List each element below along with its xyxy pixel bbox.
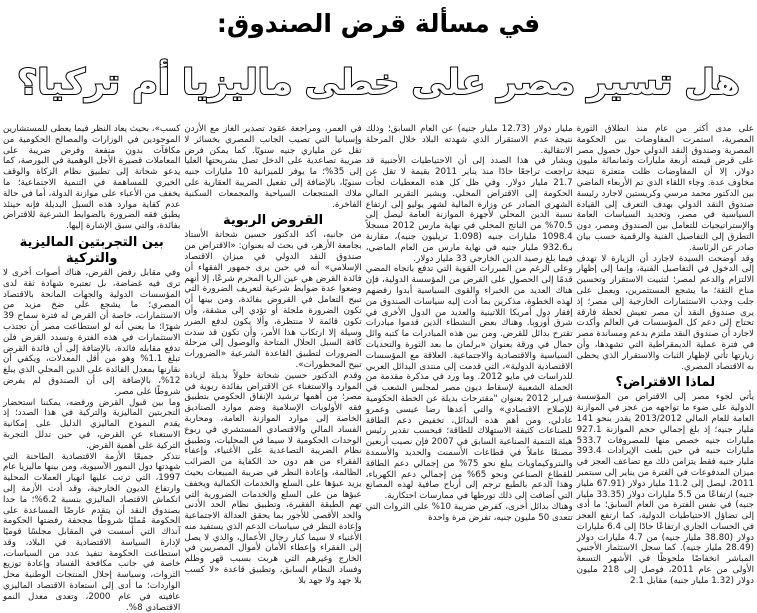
paragraph: مليار دولار (12.73 مليار جنيه) عن العام السابق؛ وذلك نتيجة عدم الاستقرار الذي شهدته البلاد خلال المرحلة الانتقالية. [365,124,573,156]
paragraph: وقد أوضحت السيدة لاجارد أن الزيارة لا تهدف إلى الدخول في التفاصيل الفنية، وإنما إلى إظهار الالتزام والدعم لمصر؛ لتثبيت الاستقرار وتحسين مناخ الثقة؛ ما يشجع المستثمرين، ويعمل على جلب وجذب الاستثمارات الخارجية إلى مصر؛ إذ يرى صندوق النقد أن مصر تعيش لحظة فارقة تحتاج إلى دعم كل المؤسسات في العالم وأكدت لاجارد أن صندوق النقد ملتزم بدعم ومساندة مصر في فترة عملية الديمقراطية التي تشهدها، وأن زيارتها تأتي لإظهار الثبات والاستقرار الذي يحظى به الاقتصاد المصري. [576,253,754,372]
paragraph: من جانبه، أكد الدكتور حسين شحاتة الأستاذ بجامعة الأزهر، في بحث له بعنوان: «الاقتراض من صندوق النقد الدولي في ميزان الاقتصاد الإسلامي» أنه في حين يرى جمهور الفقهاء أن فائدة القرض هي عين الربا المحرم شرعًا، إلا أنهم وضعوا عدة ضوابط شرعية لتعريف الضرورة التي تبيح التعامل في القروض بفائدة، ومن بينها أن تكون الضرورة ملجئة أو تؤدي إلى مشقة، وأن تكون قائمة لا منتظرة، وألا يكون لدفع الضرر وسيلة إلا ارتكاب هذا الأمر، وأن تكون قد سدت كافة السبل الحلال المتاحة والوصول إلى مرحلة الضرورات لتطبيق القاعدة الشرعية «الضرورات تبيح المحظورات». [184,230,362,370]
paragraph: ويشار في هذا الصدد إلى أن الاحتياطيات الأجنبية قد تراجعت تراجعًا حادًا منذ يناير 2011 بقيمة لا تقل عن 21.7 مليار دولار. وفي ظل كل هذه المعطيات لجأت الحكومة إلى الاقتراض المحلي. ويشير التقرير المالي الشهري الصادر عن وزارة المالية لشهر يوليو إلى ارتفاع نسبة الدين المحلي لأجهزة الموازنة العامة ليصل إلى 70.5% من الناتج المحلي في نهاية مارس 2012 مسجلاً 1098.4 مليارات جنيه (1.098 تريليون جنيه)، مقارنة بـ932.6 مليار جنيه في نهاية مارس من العام الماضي، فيما بلغ رصيد الدين الخارجي 33 مليار دولار. [365,156,573,264]
paragraph: وفي مقابل رفض القرض، هناك أصوات أخرى لا ترى فيه غضاضة، بل تعتبره شهادة ثقة لدى المؤسسات الدولية والجهات المانحة بالاقتصاد المصري؛ ما يشجع على ضخ مزيد من الاستثمارات، خاصة أن القرض له فترة سماح 39 شهرًا؛ ما يعني أنه لو استطاعت مصر أن تجتذب الاستثمارات في هذه الفترة وتسدد القرض فلن تدفع مقابله فائدة، بالإضافة إلى أن فائدة القرض تبلغ 1.1% وهو من أقل المعدلات، ويكفي أن نقارنها بمعدل الفائدة على الدين المحلي الذي يبلغ 12%، بالإضافة إلى أن الصندوق لم يفرض شروطًا على مصر. [3,267,181,397]
paragraph: وعلى الرغم من المبررات القوية التي تدفع باتجاه المضي قدمًا إلى الحصول على القرض من المؤسسة الدولية، فإن هناك العديد من الخبراء والقوى السياسية أبدوا رفضهم لهذه الخطوة، مذكرين بما أدت إليه سياسات الصندوق من إفقار دول أمريكا اللاتينية والعديد من الدول الأخرى في شرق أوروبا. وهناك بعض النشطاء الذين قدموا مبادرات تقترح بدائل للقرض. ومن بين هذه المبادرات ما كتبه وائل جمال في ورقة بعنوان «برلمان ما بعد الثورة والتحديات السياسية والاقتصادية والاجتماعية. العلاقة مع المؤسسات الاقتصادية الدولية»، التي قدمت إلى منتدى البدائل العربي للدراسات في مايو 2012. وما ورد في مذكرة مقدمة من الحملة الشعبية لإسقاط ديون مصر لمجلس الشعب في فبراير 2012 بعنوان "مقترحات بديلة عن الخطة الحكومية للإصلاح الاقتصادي» والتي أعدها رضا عيسى وعمرو عادلي. ومن أهم هذه البدائل، تخفيض دعم الطاقة للصناعات كثيفة الاستهلاك للطاقة؛ فبحسب تقدير رئيس هيئة التنمية الصناعية السابق في 2007 فإن نصيب أربعين مصنعًا عاملاً في قطاعات الأسمنت والحديد والأسمدة والبتروكيماويات يبلغ نحو 75% من إجمالي دعم الطاقة للقطاع الصناعي ونحو 65% من إجمالي دعم الكهرباء، وهذا الدعم بالطبع ترجم إلى أرباح صافية لهذه المصانع التي أضافت إلى ذلك تورطها في ممارسات احتكارية. [365,264,573,502]
column-1 [577,124,754,613]
paragraph: وقدم الدكتور حسين شحاتة حلولاً بديلة لزيادة الموارد والاستغناء عن الاقتراض بفائدة ربوية في مصر؛ من أهمها ترشيد الإنفاق الحكومي بتطبيق فقه الأولويات الإسلامية وضم موارد الصناديق الخاصة إلى موارد الموازنة العامة، ومحاربة الفساد المالي والاقتصادي المستشري في ربوع الوحدات الحكومية لا سيما في المحليات، وتطبيق نظام الضريبة التصاعدية على الأغنياء، وإعفاء الفقراء من هم دون حد الكفاية من الضرائب الظالمة، وإعادة النظر في ضريبة المبيعات بحيث يزيد عبؤها على السلع والخدمات الكمالية ويخفف عبؤها من على السلع والخدمات الضرورية التي تهم الطبقة الفقيرة، وتطبيق نظام الحد الأدنى والحد الأقصى للأجور بما يحقق العدالة الاجتماعية وإعادة النظر في سياسات الدعم الذي يستفيد منه الأغنياء لا سيما كبار رجال الأعمال، والذي لا يصل إلى الفقراء وإعطاء الأمان لأموال المصريين في الخارج وغيرهم التي هربت بسبب قهر وظلم وفساد النظام السابق، وتطبيق قاعدة «لا كسب بلا جهد ولا جهد بلا [184,370,362,586]
paragraph: نتذكر جميعًا الأزمة الاقتصادية الطاحنة التي شهدتها دول النمور الآسيوية، ومن بينها ماليزيا عام 1997، التي ترتب عليها انهيار العملات المحلية وارتفاع الديون الخارجية، وقد أدت الأزمة إلى انكماش الاقتصاد الماليزي بنسبة 6.2%؛ ما حدا بصندوق النقد أن يتقدم عارضًا المساعدة على الحكومة مُمليًا شروطًا مجحفة رفضتها الحكومة آنذاك التي أسست في المقابل مجلسًا قوميًا لإدارة السياسة الاقتصادية في البلاد، وقد استطاعت الحكومة تنفيذ عدد من السياسات، خاصة في جانب مكافحة الفساد وإعادة توزيع الثروات، وسياسة إحلال المنتجات الوطنية محل الواردات؛ ما أدى إلى استعادة الاقتصاد الماليزي عافيته في عام 2000، وتعدى معدل النمو الاقتصادي 8%. [3,451,181,613]
article-headline: هل تسير مصر على خطى ماليزيا أم تركيا؟ [17,63,740,103]
subheading-why-borrow: لماذا الاقتراض؟ [615,375,716,391]
paragraph: يأتي لجوء مصر إلى الاقتراض من المؤسسة الدولية على ضوء ما تواجهه من عجز في الموازنة العامة للعام المالي 2013/2012 يقدر بنحو 141 مليار جنيه؛ إذ بلغ إجمالي حجم الموازنة 927.1 مليارات جنيه خصص منها للمصروفات 533.7 مليارات جنيه في حين بلغت الإيرادات 393.4 مليار جنيه فقط يتزامن ذلك مع تضاعف العجز في ميزان المدفوعات في الفترة من يناير إلى سبتمبر 2011، ليصل إلى 11.2 مليار دولار (67.91 مليار جنيه) ارتفاعًا من 5.5 مليارات دولار (33.35 مليار جنيه) في نفس الفترة من العام السابق؛ ما أدى إلى تضاؤل الاحتياطيات الدولية، كما ارتفع العجز في الحساب الجاري ارتفاعًا حادًا إلى 6.4 مليارات دولار (38.80 مليار جنيه) من 4.7 مليارات دولار (28.49 مليار جنيه). كما سجل الاستثمار الأجنبي المباشر انخفاضًا ملحوظًا في الأشهر التسعة الأولى من عام 2011، فوصل إلى 218 مليون دولار (1.32 مليار جنيه) مقابل 2.1 [576,392,755,586]
paragraph: وهناك بدائل أخرى، كفرض ضريبة 10% على الثروات التي تتعدى 50 مليون جنيه، تفرض مرة واحدة [365,501,573,523]
paragraph: وما بين قبول القرض ورفضه، يمكننا استحضار التجربتين الماليزية والتركية في هذا الصدد؛ إذ يقدم النموذج الماليزي الدليل على إمكانية الاستغناء عن القرض، في حين تدلل التجربة التركية على أهمية القرض. [3,397,181,451]
paragraph: كسب»، بحيث يعاد النظر فيما يعطى للمستشارين الموجودين في الوزارات والمصالح الحكومية من مكافآت بدون منفعة وفرض ضريبة على المعاملات قصيرة الأجل الوهمية في البورصة، كما يدعو شحاتة إلى تطبيق نظام الزكاة والوقف الخيري للمساهمة في التنمية الاجتماعية؛ ما يخفف من الأعباء على موازنة الدولة، أما في حالة عدم كفاية موارد هذه السبل البديلة فإنه حينئذ يطبق فقه الضرورة بالضوابط الشرعية للاقتراض بفائدة، والتي سبق الإشارة إليها. [3,124,181,232]
article-kicker: في مسألة قرض الصندوق: [216,9,541,38]
paragraph: على مدى أكثر من عام منذ انطلاق الثورة المصرية، استمرت المفاوضات بين الحكومة المصرية وصندوق النقد الدولي حول حصول مصر على قرض قيمته أربعة مليارات وثمانمائة مليون دولار، إلا أن المفاوضات ظلت متعثرة نتيجة مخاوف عدة. وجاء اللقاء الذي تم الأربعاء الماضي بين الدكتور محمد مرسي وكريستين لاجارد رئيسة صندوق النقد الدولي بهدف التعرف إلى القيادة السياسية في مصر، وتحديد السياسات العامة والإستراتيجيات للتعامل بين الصندوق ومصر، دون التطرق إلى التفاصيل الفنية والرقمية حسب بيان صادر عن الرئاسة. [576,124,754,253]
paragraph: في العمر، ومراجعة عقود تصدير الغاز مع الأردن وإسبانيا التي تصيب الجانب المصري بخسائر لا تقل عن ملياري جنيه سنويًا. كما يمكن فرض ضريبة تصاعدية على الدخل تصل بشريحتها العليا إلى 35%؛ ما يوفر للميزانية 10 مليارات جنيه سنويًا، بالإضافة إلى تفعيل الضريبة العقارية على ملاك المنتجعات السياحية والمجمعات السكنية الفاخرة. [184,124,362,210]
headline-container [6,46,751,120]
column-3 [184,124,361,613]
subheading-usurious-loans: القروض الربوية [222,213,324,229]
subheading-malaysia-turkey: بين التجربتين الماليزية والتركية [19,234,164,266]
column-2 [366,124,573,613]
article-body [3,124,754,613]
column-4 [3,124,180,613]
